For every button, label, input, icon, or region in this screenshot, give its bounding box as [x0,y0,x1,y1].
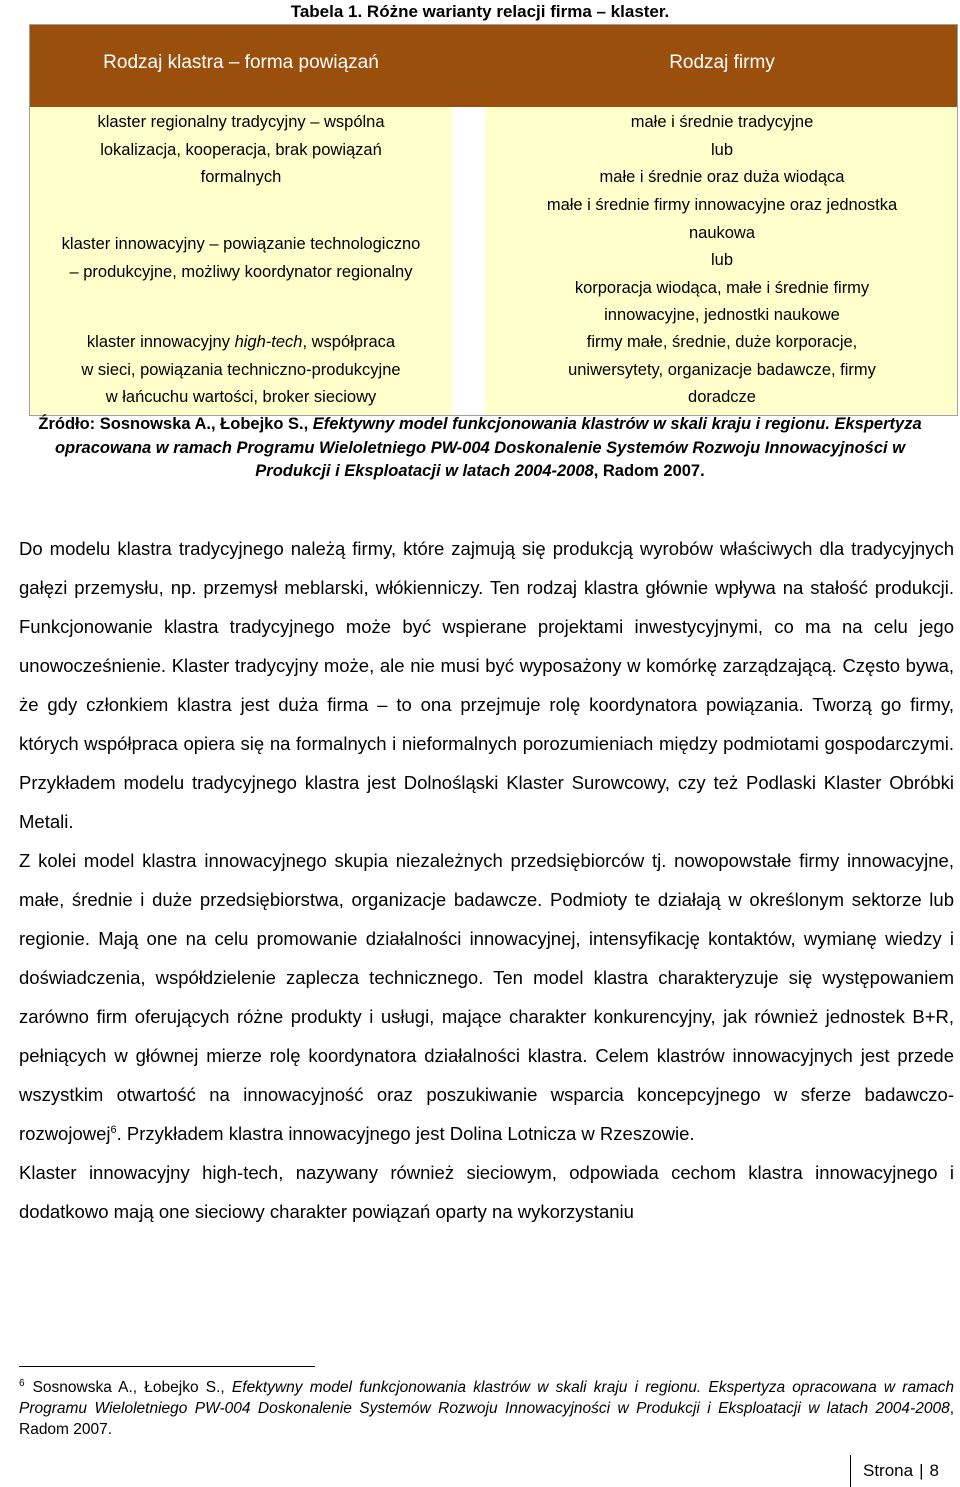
table-header [30,25,957,107]
row3-company-cell [485,329,959,412]
paragraph: Do modelu klastra tradycyjnego należą firmy, które zajmują się produkcją wyrobów właściwych dla tradycyjnych gałęzi przemysłu, np. przemysł meblarski, włókienniczy. Ten rodzaj klastra głównie wpływa na stałość produkcji. Funkcjonowanie klastra tradycyjnego może być wspierane projektami inwestycyjnymi, co ma na celu jego unowocześnienie. Klaster tradycyjny może, ale nie musi być wyposażony w komórkę zarządzającą. Często bywa, że gdy członkiem klastra jest duża firma – to ona przejmuje rolę koordynatora powiązania. Tworzą go firmy, których współpraca opiera się na formalnych i nieformalnych porozumieniach między podmiotami gospodarczymi. Przykładem modelu tradycyjnego klastra jest Dolnośląski Klaster Surowcowy, czy też Podlaski Klaster Obróbki Metali. [19,538,954,832]
cell-line: doradcze [688,388,756,406]
cell-line: naukowa [688,223,756,242]
cell-line: korporacja wiodąca, małe i średnie firmy [574,278,870,297]
cell-line: klaster regionalny tradycyjny – wspólna [97,113,385,131]
cell-line: małe i średnie tradycyjne [630,113,814,131]
relations-table [29,24,958,416]
cell-line: formalnych [200,168,282,186]
row3-cluster-cell [30,329,452,412]
row1-cluster-cell [30,109,452,192]
cell-line: lub [710,251,734,269]
page-number: Strona | 8 [850,1455,960,1487]
cell-line: lokalizacja, kooperacja, brak powiązań [100,140,382,159]
footnote: $^6$ Sosnowska A., Łobejko S., Efektywny model funkcjonowania klastrów w skali kraju i regionu. Ekspertyza opracowana w ramach Programu Wieloletniego PW-004 Doskonalenie Systemów Rozwoju Innowacyjności w Produkcji i Eksploatacji w latach 2004-2008, Radom 2007. [19,1378,954,1438]
footnote-ref[interactable]: 6 [110,1123,117,1136]
cell-line: firmy małe, średnie, duże korporacje, [586,333,858,351]
cell-line: innowacyjne, jednostki naukowe [604,306,840,324]
cell-line: – produkcyjne, możliwy koordynator regionalny [69,262,413,281]
footnote-divider [19,1366,315,1367]
row2-cluster-cell [30,231,452,286]
row2-company-cell [485,192,959,330]
header-cluster-type: Rodzaj klastra – forma powiązań [103,52,379,73]
body-text [19,529,954,1231]
table-source: Źródło: Sosnowska A., Łobejko S., Efektywny model funkcjonowania klastrów w skali kraju i regionu. Ekspertyza opracowana w ramach Programu Wieloletniego PW-004 Doskonalenie Systemów Rozwoju Innowacyjności w Produkcji i Eksploatacji w latach 2004-2008, Radom 2007. [38,415,922,480]
cell-line: małe i średnie firmy innowacyjne oraz jednostka [546,196,898,214]
header-gap [452,25,485,107]
cell-line: w łańcuchu wartości, broker sieciowy [105,388,377,406]
row1-company-cell [485,109,959,192]
cell-line: małe i średnie oraz duża wiodąca [599,168,845,186]
cell-line: w sieci, powiązania techniczno-produkcyjne [81,360,401,379]
table-caption: Tabela 1. Różne warianty relacji firma – klaster. [290,2,670,21]
cell-line: lub [710,140,734,159]
cell-line: klaster innowacyjny high-tech, współpraca [86,333,396,351]
paragraph: Klaster innowacyjny high-tech, nazywany również sieciowym, odpowiada cechom klastra innowacyjnego i dodatkowo mają one sieciowy charakter powiązań oparty na wykorzystaniu [19,1162,954,1222]
paragraph: Z kolei model klastra innowacyjnego skupia niezależnych przedsiębiorców tj. nowopowstałe firmy innowacyjne, małe, średnie i duże przedsiębiorstwa, organizacje badawcze. Podmioty te działają w określonym sektorze lub regionie. Mają one na celu promowanie działalności innowacyjnej, intensyfikację kontaktów, wymianę wiedzy i doświadczenia, współdzielenie zaplecza technicznego. Ten model klastra charakteryzuje się występowaniem zarówno firm oferujących różne produkty i usługi, mające charakter konkurencyjny, jak również jednostek B+R, pełniących w głównej mierze rolę koordynatora działalności klastra. Celem klastrów innowacyjnych jest przede wszystkim otwartość na innowacyjność oraz poszukiwanie wsparcia koncepcyjnego w sferze badawczo-rozwojowej$^6$. Przykładem klastra innowacyjnego jest Dolina Lotnicza w Rzeszowie. [19,850,954,1144]
header-company-type: Rodzaj firmy [669,52,775,73]
cell-line: klaster innowacyjny – powiązanie technologiczno [61,235,421,253]
footnote-number: 6 [19,1378,25,1389]
cell-line: uniwersytety, organizacje badawcze, firmy [568,360,876,379]
